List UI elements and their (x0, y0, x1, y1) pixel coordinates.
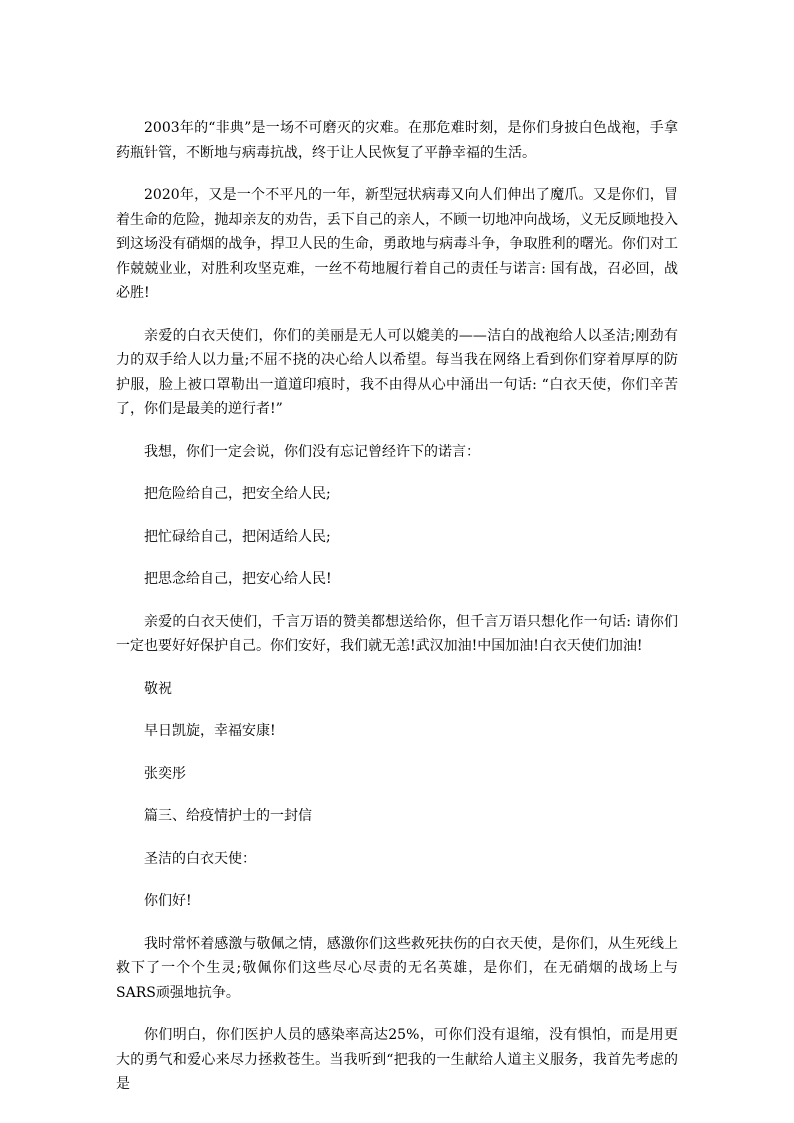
paragraph-promise-1: 把危险给自己，把安全给人民; (144, 486, 331, 502)
paragraph-signature: 张奕彤 (144, 765, 186, 782)
paragraph-promise-intro: 我想，你们一定会说，你们没有忘记曾经许下的诺言： (144, 443, 480, 460)
paragraph-gratitude: 我时常怀着感激与敬佩之情，感激你们这些救死扶伤的白衣天使，是你们，从生死线上救下了一个个生灵;敬佩你们这些尽心尽责的无名英雄，是你们，在无硝烟的战场上与SARS顽强地抗争。 (116, 935, 678, 1001)
paragraph-covid-2020: 2020年，又是一个不平凡的一年，新型冠状病毒又向人们伸出了魔爪。又是你们，冒着生命的危险，抛却亲友的劝告，丢下自己的亲人，不顾一切地冲向战场，义无反顾地投入到这场没有硝烟的战争，捍卫人民的生命，勇敢地与病毒斗争，争取胜利的曙光。你们对工作兢兢业业，对胜利攻坚克难，一丝不苟地履行着自己的责任与诺言: 国有战，召必回，战必胜! (116, 187, 678, 301)
paragraph-wishes: 亲爱的白衣天使们，千言万语的赞美都想送给你，但千言万语只想化作一句话: 请你们一定也要好好保护自己。你们安好，我们就无恙!武汉加油!中国加油!白衣天使们加油! (116, 613, 678, 654)
paragraph-beauty: 亲爱的白衣天使们，你们的美丽是无人可以媲美的——洁白的战袍给人以圣洁;刚劲有力的双手给人以力量;不屈不挠的决心给人以希望。每当我在网络上看到你们穿着厚厚的防护服，脸上被口罩勒出一道道印痕时，我不由得从心中涌出一句话: “白衣天使，你们辛苦了，你们是最美的逆行者!” (116, 327, 678, 417)
paragraph-salutation: 敬祝 (144, 680, 172, 697)
paragraph-sars-2003: 2003年的“非典”是一场不可磨灭的灾难。在那危难时刻，是你们身披白色战袍，手拿药瓶针管，不断地与病毒抗战，终于让人民恢复了平静幸福的生活。 (116, 120, 678, 161)
section-heading: 篇三、给疫情护士的一封信 (144, 808, 312, 824)
paragraph-blessing: 早日凯旋，幸福安康! (144, 723, 276, 739)
paragraph-promise-2: 把忙碌给自己，把闲适给人民; (144, 528, 331, 545)
paragraph-promise-3: 把思念给自己，把安心给人民! (144, 571, 332, 587)
document-body (116, 116, 678, 1115)
paragraph-greeting: 你们好! (144, 893, 192, 909)
paragraph-greeting-addressee: 圣洁的白衣天使： (144, 850, 256, 867)
paragraph-courage: 你们明白，你们医护人员的感染率高达25%，可你们没有退缩，没有惧怕，而是用更大的勇气和爱心来尽力拯救苍生。当我听到“把我的一生献给人道主义服务，我首先考虑的是 (116, 1027, 678, 1092)
